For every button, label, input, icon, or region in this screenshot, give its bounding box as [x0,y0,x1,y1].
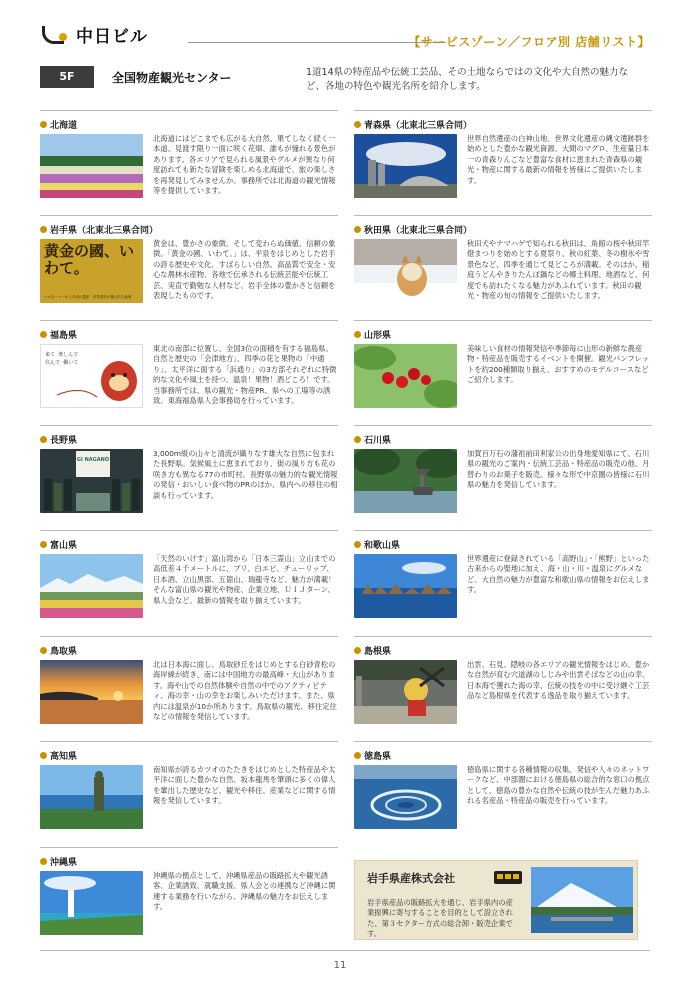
bullet-icon [40,858,47,865]
bullet-icon [354,541,361,548]
entry-fukushima [40,320,338,420]
poster-text: 黄金の國、いわて。 [44,242,135,277]
logo-mark-icon [40,24,74,46]
entry-description: 北は日本海に面し、鳥取砂丘をはじめとする白砂青松の海岸線が続き、南には中国地方の最高峰・大山があります。海や山での自然体験や自然の中でのアクティビティ、海の幸・山の幸をお楽しみいただけます。また、県内には温泉が10か所あります。鳥取県の観光、移住定住などの情報を発信しています。 [153,660,337,722]
entry-name: 岩手県（北東北三県合同） [50,226,159,236]
entry-description: 東北の南部に位置し、全国3位の面積を有する福島県。自然と歴史の「会津地方」、四季の花と果物の「中通り」、太平洋に面する「浜通り」の3方部それぞれに特徴的な文化や風土を持つ、温泉！果物！酒どころ！です。当事務所では、県の観光・物産PR、県への工場等の誘致、東海福島県人会事務局を行っています。 [153,344,337,406]
entry-description: 「天然のいけす」富山湾から「日本三霊山」立山までの高低差４千メートルに、ブリ、白エビ、チューリップ、日本酒、立山黒部、五箇山、瑞龍寺など、魅力が満載！そんな富山県の観光や物産、企業立地、ＵＩＪターン、県人会など、最新の情報を取り揃えています。 [153,554,336,605]
photo-mountains-flowers [40,554,143,618]
entry-shimane [354,636,652,736]
bullet-icon [354,331,361,338]
entry-description: 加賀百万石の藩祖前田利家公の出身地愛知県にて、石川県の観光のご案内・伝統工芸品・特産品の販売の他、月替わりのお菓子を販売。様々な形で中京圏の皆様に石川県の魅力を発信しています。 [467,449,650,490]
entry-name: 富山県 [50,541,78,551]
poster-text: GI NAGANO [76,457,110,463]
photo-lighthouse [40,871,143,935]
entry-description: 徳島県に関する各種情報の収集、発信や人々のネットワークなど、中部圏における徳島県の総合的な窓口の拠点として、徳島の豊かな自然や伝統の技が生んだ魅力あふれる名産品・特産品の販売を行っています。 [467,765,650,806]
floor-name: 全国物産観光センター [112,71,232,85]
entry-description: 北海道にはどこまでも広がる大自然、果てしなく続く一本道、見渡す限り一面に咲く花畑、誰もが憧れる景色があります。各エリアで見られる風景やグルメが異なり何度訪れても新たな冒険を楽しめる北海道で、旅の楽しさを再発見してみませんか。事務所では北海道の観光情報等を提供しています。 [153,134,336,196]
entry-nagano [40,425,338,525]
entry-ishikawa [354,425,652,525]
entry-okinawa [40,847,338,947]
entry-name: 北海道 [50,121,78,131]
entry-description: 黄金は、豊かさの象徴。そして変わらぬ価値、信頼の象徴。「黄金の國、いわて。」は、平泉をはじめとした岩手の誇る歴史や文化、すばらしい自然、高品質で安全・安心な農林水産物、各地で伝承される伝統芸能や伝統工芸、実直で勤勉な人材など、岩手全体の豊かさと信頼を表現したものです。 [153,239,336,301]
entry-name: 島根県 [364,647,392,657]
bullet-icon [40,226,47,233]
photo-flower-field [40,134,143,198]
photo-cherries [354,344,457,408]
floor-badge: 5F [40,66,94,88]
logo [40,22,148,47]
entry-name: 福島県 [50,331,78,341]
bullet-icon [40,752,47,759]
poster-label: 働いて [63,360,79,366]
entry-description: 秋田犬やナマハゲで知られる秋田は、角館の桜や秋田竿燈まつりを始めとする夏祭り、秋の紅葉、冬の樹氷や雪景色など、四季を通じて見どころが満載。そのほか、稲庭うどんやきりたんぽ鍋などの郷土料理、地酒など、何度でも訪れたくなる魅力があふれています。秋田の観光・物産の旬の情報をご提供いたします。 [467,239,650,301]
entry-akita [354,215,652,315]
logo-text: 中日ビル [76,27,148,47]
entry-name: 鳥取県 [50,647,78,657]
entry-description: 世界自然遺産の白神山地、世界文化遺産の縄文遺跡群を始めとした豊かな観光資源、大間のマグロ、生産量日本一の青森りんごなど豊富な食材に恵まれた青森県の観光・物産に関する最新の情報を皆様にご提供いたします。 [467,134,650,185]
floor-info [40,66,650,106]
bullet-icon [354,436,361,443]
entry-hokkaido [40,110,338,210]
photo-mount-iwate [531,867,633,933]
entry-tokushima [354,741,652,841]
entry-description: 沖縄県の拠点として、沖縄県産品の販路拡大や観光誘客、企業誘致、就職支援、県人会との連携など沖縄に関連する業務を行いながら、沖縄県の魅力をお伝えします。 [153,871,336,912]
entry-tottori [40,636,338,736]
promo-title: 岩手県産株式会社 [367,872,455,885]
entry-wakayama [354,530,652,630]
bullet-icon [40,541,47,548]
entry-name: 和歌山県 [364,541,401,551]
entry-kochi [40,741,338,841]
entry-name: 秋田県（北東北三県合同） [364,226,473,236]
bullet-icon [40,647,47,654]
entry-name: 青森県（北東北三県合同） [364,121,473,131]
photo-monument [354,134,457,198]
promo-box [354,860,638,940]
photo-whirlpool [354,765,457,829]
entry-description: 南知県が誇るカツオのたたきをはじめとした特産品や太平洋に面した豊かな自然、坂本龍馬を筆頭に多くの偉人を輩出した歴史など、観光や移住、産業などに関する情報を発信しています。 [153,765,336,806]
photo-coastal-rocks [354,554,457,618]
entry-toyama [40,530,338,630]
page-title: 【サービスゾーン／フロア別 店舗リスト】 [408,35,650,49]
bullet-icon [354,647,361,654]
bullet-icon [40,331,47,338]
floor-description: 1道14県の特産品や伝統工芸品、その土地ならではの文化や大自然の魅力など、各地の特色や観光名所を紹介します。 [306,67,629,92]
bullet-icon [354,752,361,759]
photo-sunset-sea [40,660,143,724]
bullet-icon [40,121,47,128]
entry-name: 高知県 [50,752,78,762]
poster-label: 楽しんで [58,352,79,358]
entry-description: 世界遺産に登録されている「高野山」・「熊野」といった古来からの聖地に加え、海・山・川・温泉にグルメなど、大自然の魅力が豊富な和歌山県の情報をお伝えします。 [467,554,650,595]
railway-car-icon [493,869,523,887]
page-number: 11 [333,960,347,971]
poster-caption: マルなーパーから平成の遺産、世界遺産が選ばれた地域 [44,295,132,299]
promo-description: 岩手県産品の販路拡大を通じ、岩手県内の産業振興に寄与することを目的として設立された、第３セクター方式の総合卸・販売企業です。 [367,898,513,939]
entry-name: 沖縄県 [50,858,78,868]
entry-name: 長野県 [50,436,78,446]
poster-label: 住んで [45,360,61,366]
entry-name: 徳島県 [364,752,392,762]
page-header [40,22,650,52]
entry-description: 出雲、石見、隠岐の各エリアの観光情報をはじめ、豊かな自然が育む穴道湖のしじみや出雲そばなどの山の幸、日本海で獲れた海の幸、伝統の技をの中に受け継ぐ工芸品など島根県を代表する逸品を取り揃えています。 [467,660,650,701]
entry-name: 山形県 [364,331,392,341]
entry-yamagata [354,320,652,420]
photo-poster [40,239,143,303]
photo-garden-lantern [354,449,457,513]
photo-shrine-mascot [354,660,457,724]
poster-label: 来て [45,352,56,358]
entry-description: 3,000m級の山々と清流が織りなす雄大な自然に包まれた長野県。気候風土に恵まれており、街の風り方も花の咲き方も異なる77の市町村。長野県の魅力的な観光情報の発信・おいしい食べ物のPRのほか、県内への移住の相談も行っています。 [153,449,338,500]
photo-mascot [40,344,143,408]
footer-divider [40,950,650,951]
bullet-icon [354,226,361,233]
entry-description: 美味しい食材の情報発信や季節毎に山形の新鮮な農産物・特産品を販売するイベントを開催。観光パンフレットを約200種類取り揃え、おすすめのモデルコースなどご紹介します。 [467,344,650,385]
entry-aomori [354,110,652,210]
photo-akita-dog [354,239,457,303]
entry-iwate [40,215,338,315]
header-divider [188,42,446,43]
entry-name: 石川県 [364,436,392,446]
photo-statue-sea [40,765,143,829]
bullet-icon [40,436,47,443]
bullet-icon [354,121,361,128]
photo-sake-bottles [40,449,143,513]
